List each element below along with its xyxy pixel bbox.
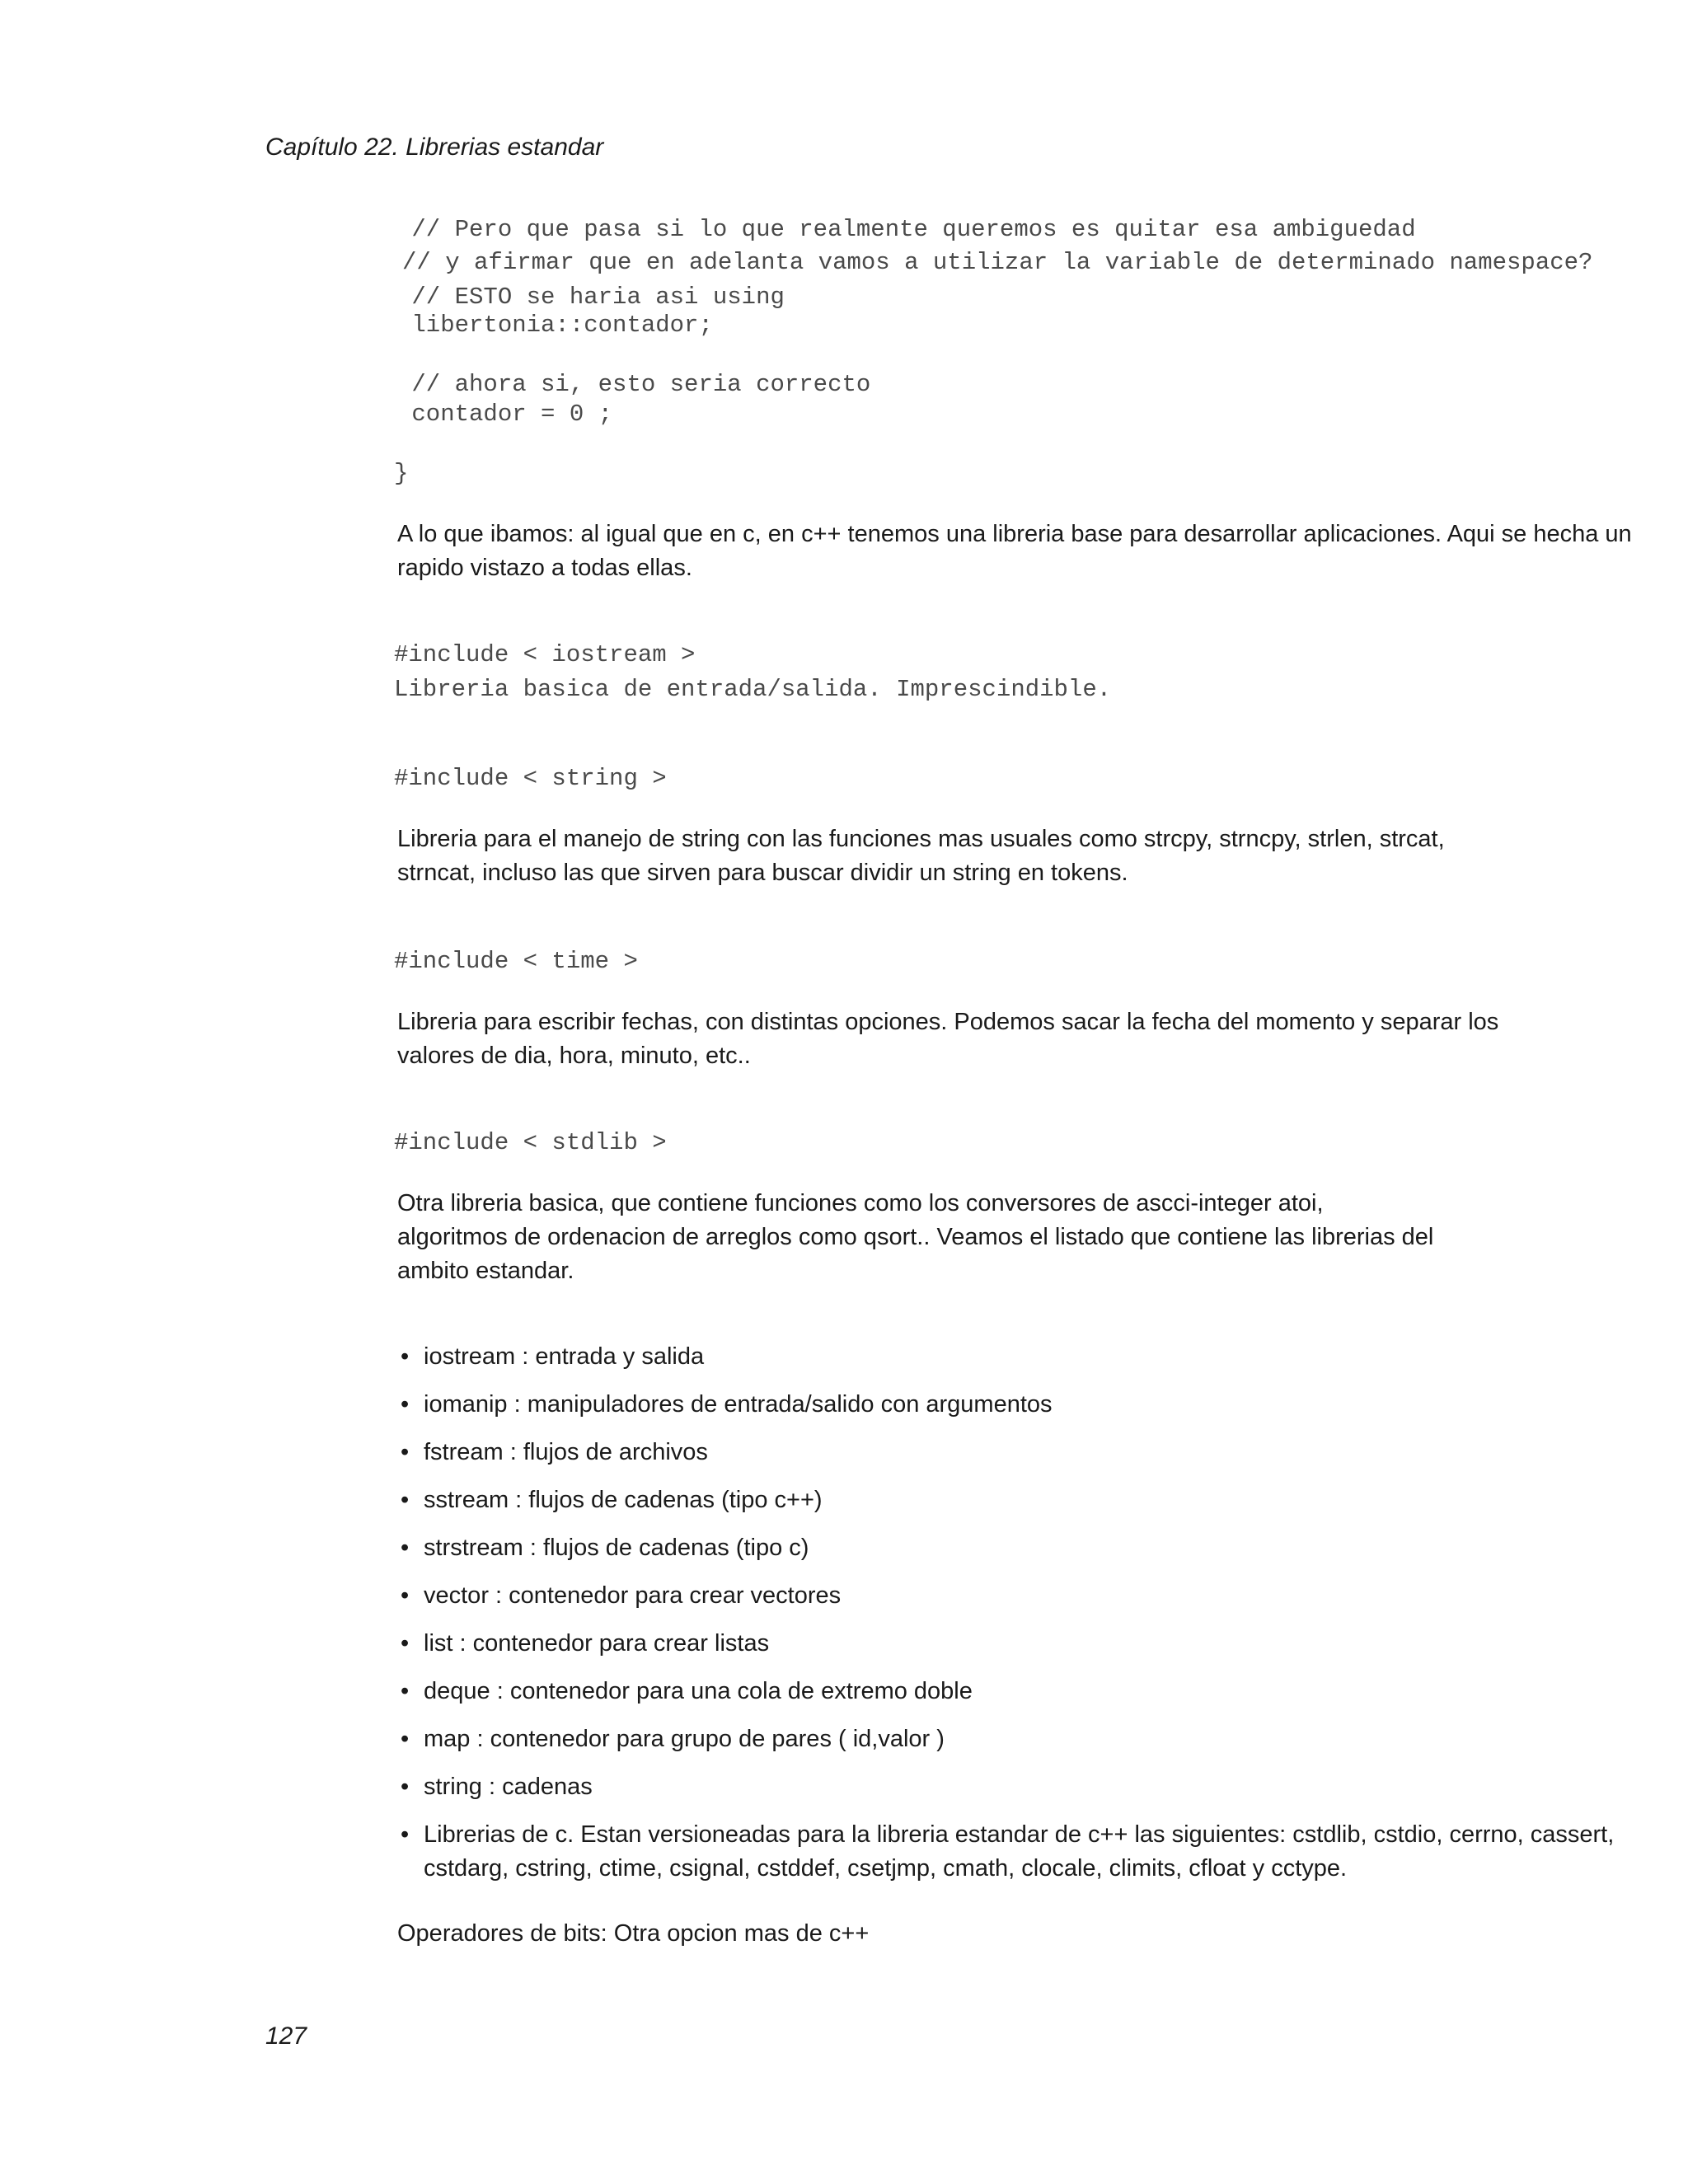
bullet-icon: • <box>401 1582 410 1609</box>
list-item <box>397 1675 1667 1708</box>
closing-line: Operadores de bits: Otra opcion mas de c++ <box>397 1920 870 1947</box>
list-item <box>397 1627 1667 1661</box>
time-description: Libreria para escribir fechas, con distintas opciones. Podemos sacar la fecha del momento y separar los valores de dia, hora, minuto, etc.. <box>397 1009 1499 1069</box>
list-item <box>397 1818 1667 1886</box>
include-string: #include < string > <box>394 765 667 792</box>
code-line: libertonia::contador; <box>397 312 713 339</box>
bullet-icon: • <box>401 1726 410 1752</box>
list-item-text: strstream : flujos de cadenas (tipo c) <box>424 1535 809 1561</box>
list-item <box>397 1770 1667 1804</box>
bullet-icon: • <box>401 1439 410 1465</box>
include-time: #include < time > <box>394 948 638 975</box>
code-line: contador = 0 ; <box>397 401 613 428</box>
list-item <box>397 1722 1667 1756</box>
list-item <box>397 1388 1667 1422</box>
bullet-icon: • <box>401 1487 410 1513</box>
code-line: // Pero que pasa si lo que realmente queremos es quitar esa ambiguedad <box>397 216 1416 243</box>
list-item-text: map : contenedor para grupo de pares ( id,valor ) <box>424 1726 945 1752</box>
list-item-text: vector : contenedor para crear vectores <box>424 1582 842 1609</box>
page-number: 127 <box>265 2022 307 2050</box>
list-item-text: string : cadenas <box>424 1774 593 1800</box>
list-item <box>397 1531 1667 1565</box>
string-description: Libreria para el manejo de string con las funciones mas usuales como strcpy, strncpy, strlen, strcat, strncat, incluso las que sirven para buscar dividir un string en tokens. <box>397 826 1445 886</box>
list-item <box>397 1436 1667 1469</box>
intro-paragraph: A lo que ibamos: al igual que en c, en c++ tenemos una libreria base para desarrollar aplicaciones. Aqui se hecha un rapido vistazo a todas ellas. <box>397 521 1632 581</box>
include-iostream: #include < iostream > <box>394 641 696 668</box>
stdlib-description: Otra libreria basica, que contiene funciones como los conversores de ascci-integer atoi, algoritmos de ordenacion de arreglos como qsort.. Veamos el listado que contiene las librerias del ambito estandar. <box>397 1190 1434 1284</box>
bullet-icon: • <box>401 1630 410 1657</box>
bullet-icon: • <box>401 1343 410 1370</box>
bullet-icon: • <box>401 1535 410 1561</box>
code-line: // y afirmar que en adelanta vamos a utilizar la variable de determinado namespace? <box>402 249 1593 276</box>
code-line: // ESTO se haria asi using <box>397 284 785 311</box>
bullet-icon: • <box>401 1678 410 1704</box>
code-line: } <box>394 460 409 487</box>
list-item <box>397 1483 1667 1517</box>
code-line: // ahora si, esto seria correcto <box>397 371 871 398</box>
list-item-text: fstream : flujos de archivos <box>424 1439 708 1465</box>
list-item-text: Librerias de c. Estan versioneadas para la libreria estandar de c++ las siguientes: cstdlib, cstdio, cerrno, cassert, cstdarg, cstring, ctime, csignal, cstddef, csetjmp, cmath, clocale, climits, cfloat y cctype. <box>424 1821 1615 1882</box>
list-item <box>397 1340 1667 1374</box>
include-stdlib: #include < stdlib > <box>394 1129 667 1156</box>
list-item <box>397 1579 1667 1613</box>
iostream-description: Libreria basica de entrada/salida. Imprescindible. <box>394 676 1112 703</box>
bullet-icon: • <box>401 1391 410 1418</box>
list-item-text: list : contenedor para crear listas <box>424 1630 770 1657</box>
chapter-header: Capítulo 22. Librerias estandar <box>265 134 604 161</box>
bullet-icon: • <box>401 1821 410 1848</box>
list-item-text: deque : contenedor para una cola de extremo doble <box>424 1678 973 1704</box>
list-item-text: iostream : entrada y salida <box>424 1343 705 1370</box>
library-list <box>397 1340 1667 1900</box>
list-item-text: iomanip : manipuladores de entrada/salido con argumentos <box>424 1391 1053 1418</box>
list-item-text: sstream : flujos de cadenas (tipo c++) <box>424 1487 823 1513</box>
bullet-icon: • <box>401 1774 410 1800</box>
